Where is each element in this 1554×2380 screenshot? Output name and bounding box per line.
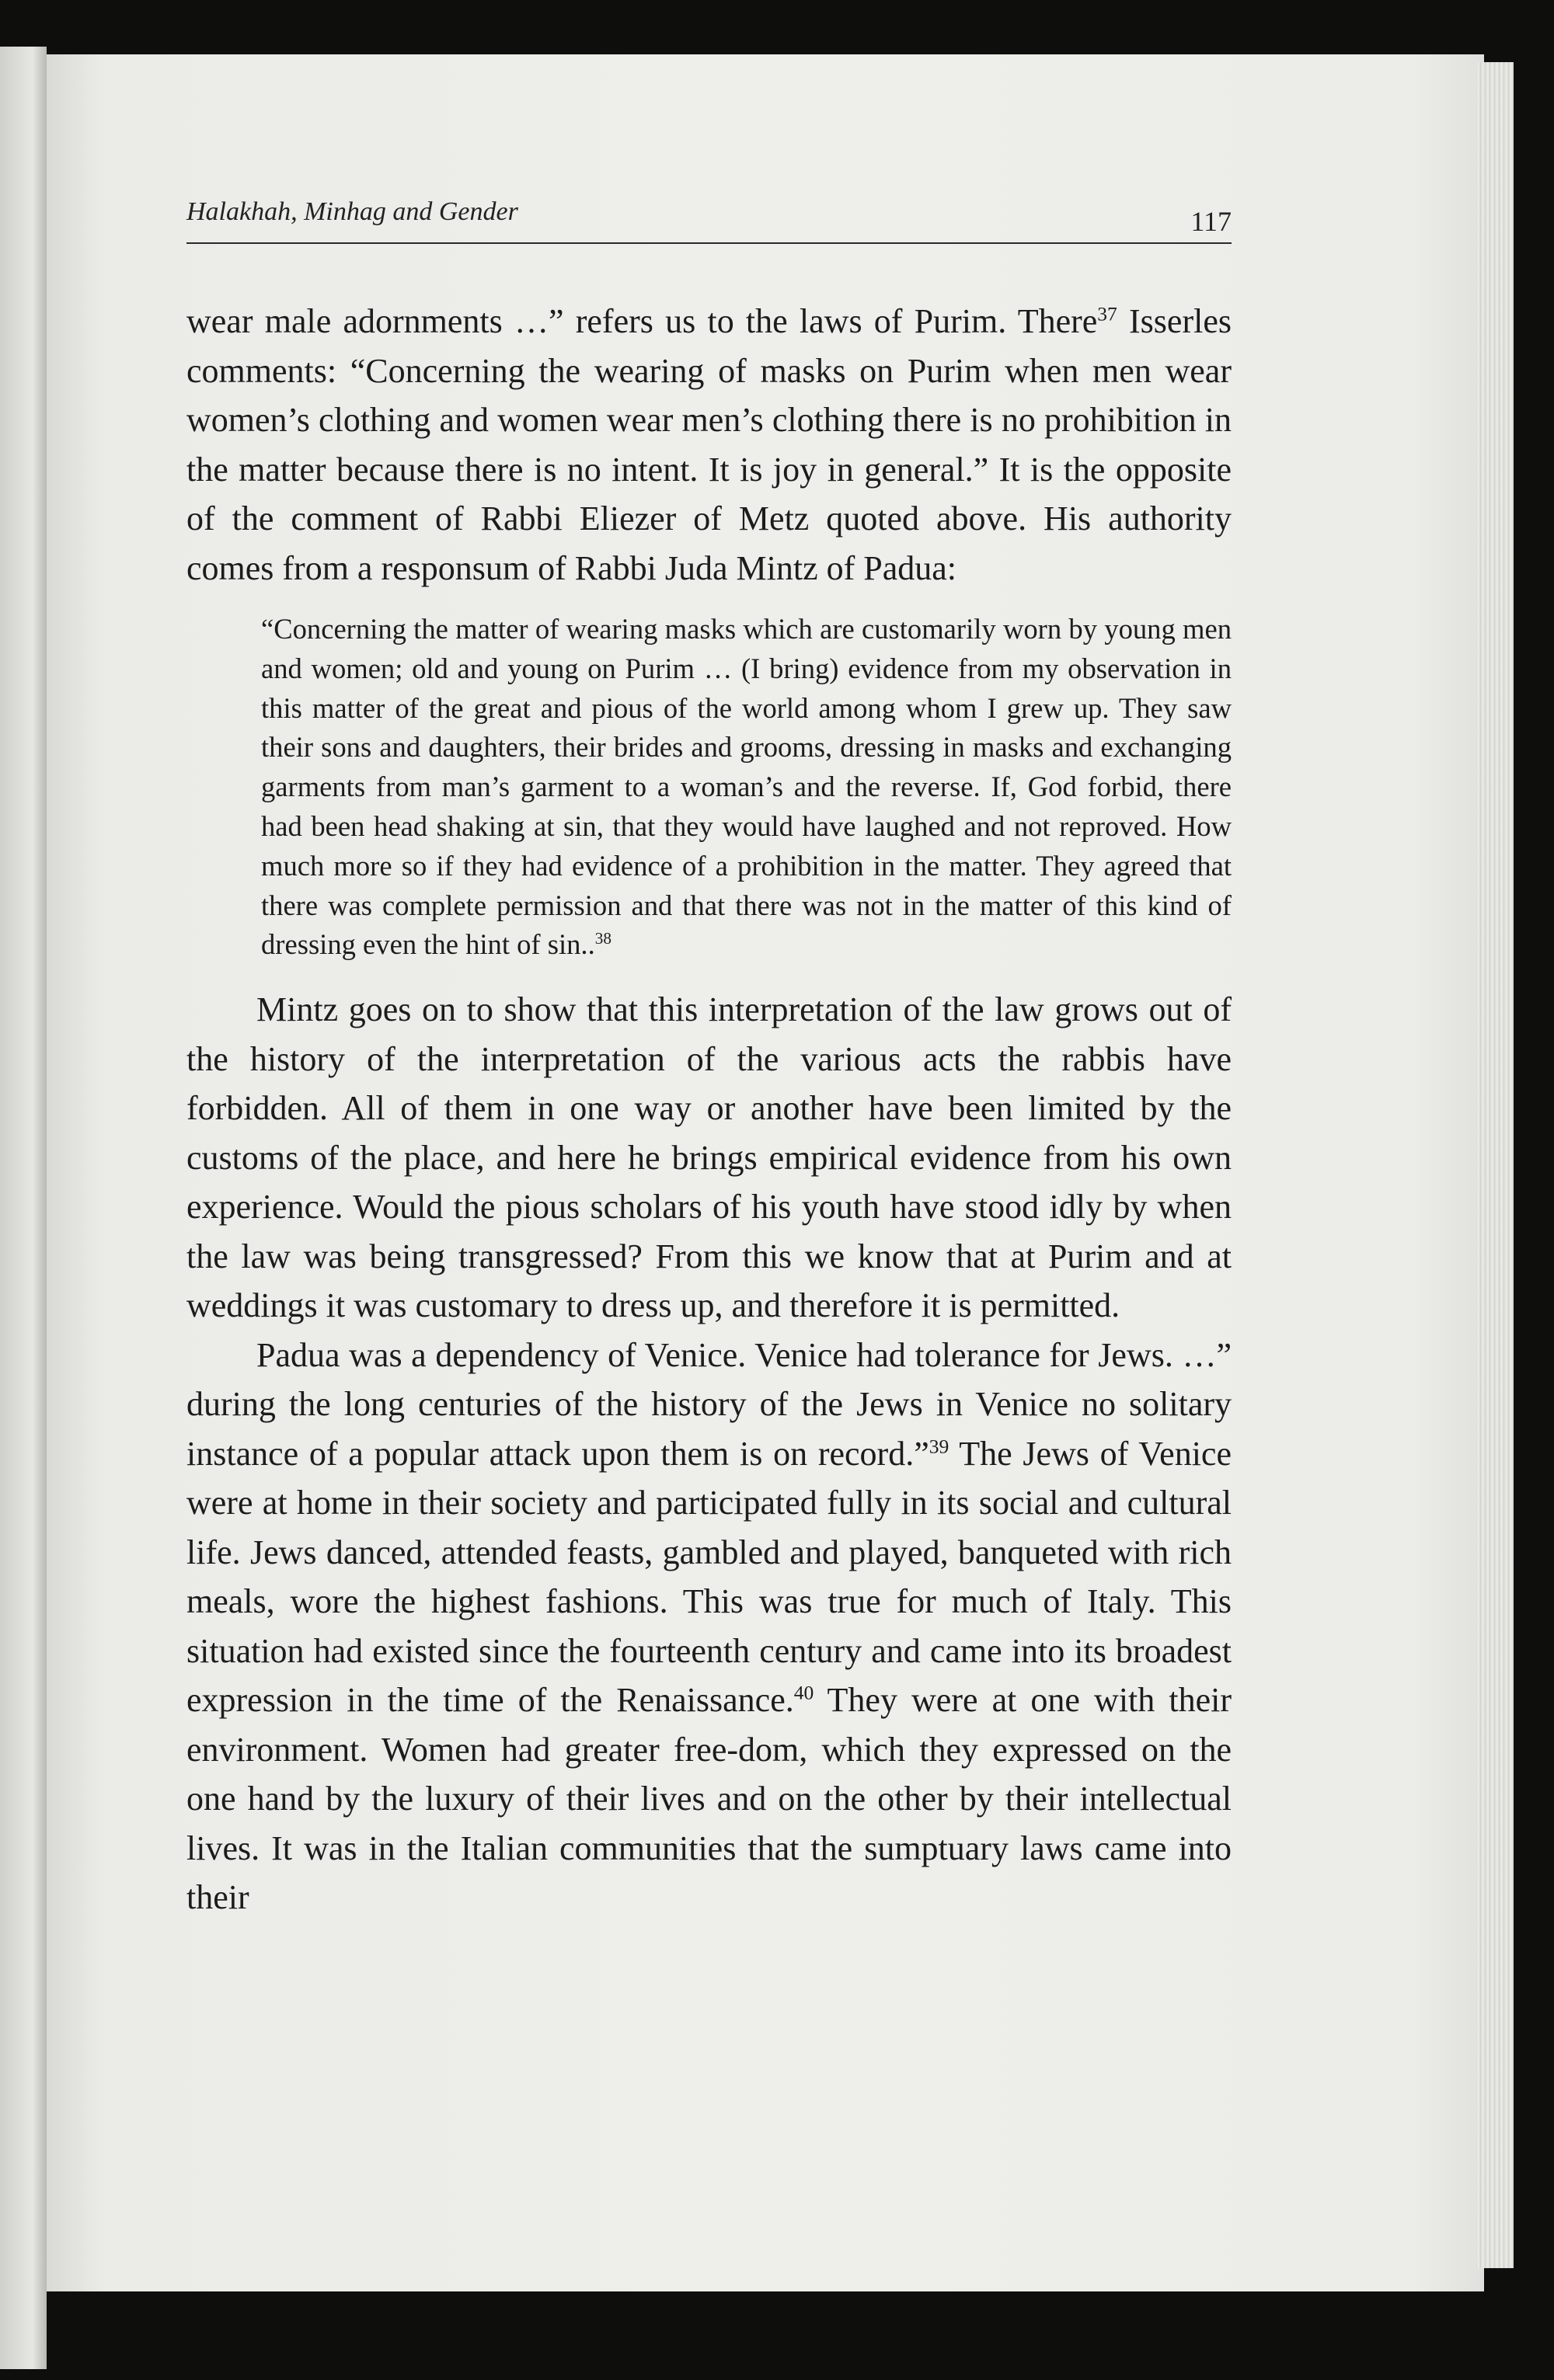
paragraph-2: Mintz goes on to show that this interpretation of the law grows out of the history of the interpretation of the various acts the rabbis have forbidden. All of them in one way or another have been limited by the customs of the place, and here he brings empirical evidence from his own experience. Would the pious scholars of his youth have stood idly by when the law was being transgressed? From this we know that at Purim and at weddings it was customary to dress up, and therefore it is permitted. xyxy=(186,990,1232,1325)
block-quote-text: “Concerning the matter of wearing masks which are customarily worn by young men and women; old and young on Purim … (I bring) evidence from my observation in this matter of the great and pious of the world among whom I grew up. They saw their sons and daughters, their brides and grooms, dressing in masks and exchanging garments from man’s garment to a woman’s and the reverse. If, God forbid, there had been head shaking at sin, that they would have laughed and not reproved. How much more so if they had evidence of a prohibition in the matter. They agreed that there was complete permission and that there was not in the matter of this kind of dressing even the hint of sin.. xyxy=(261,613,1232,961)
page-stack-edge xyxy=(1476,62,1514,2268)
paragraph-3-text-a: Padua was a dependency of Venice. Venice had tolerance for Jews. …” during the long centuries of the history of the Jews in Venice no solitary instance of a popular attack upon them is on record.” xyxy=(186,1335,1232,1473)
body-text xyxy=(186,297,1232,1922)
paragraph-3-text-c: They were at one with their environment. Women had greater free-dom, which they expressed on the one hand by the luxury of their lives and on the other by their intellectual lives. It was in the Italian communities that the sumptuary laws came into their xyxy=(186,1681,1232,1917)
adjacent-page-edge xyxy=(0,47,47,2369)
paragraph-1-text-b: Isserles comments: “Concerning the wearing of masks on Purim when men wear women’s clothing and women wear men’s clothing there is no prohibition in the matter because there is no intent. It is joy in general.” It is the opposite of the comment of Rabbi Eliezer of Metz quoted above. His authority comes from a responsum of Rabbi Juda Mintz of Padua: xyxy=(186,302,1232,587)
footnote-ref-37: 37 xyxy=(1097,302,1117,325)
block-quote xyxy=(261,610,1232,965)
page-number: 117 xyxy=(1190,206,1232,237)
footnote-ref-38: 38 xyxy=(594,929,611,948)
paragraph-1-text-a: wear male adornments …” refers us to the laws of Purim. There xyxy=(186,302,1098,340)
paragraph-1 xyxy=(186,297,1232,593)
running-head: Halakhah, Minhag and Gender xyxy=(186,197,518,226)
paragraph-3 xyxy=(186,1331,1232,1922)
footnote-ref-39: 39 xyxy=(929,1435,949,1458)
paragraph-3-text-b: The Jews of Venice were at home in their society and participated fully in its social and cultural life. Jews danced, attended feasts, gambled and played, banqueted with rich meals, wore the highest fashions. This was true for much of Italy. This situation had existed since the fourteenth century and came into its broadest expression in the time of the Renaissance. xyxy=(186,1434,1232,1720)
page-header xyxy=(186,186,1232,244)
footnote-ref-40: 40 xyxy=(793,1681,814,1704)
